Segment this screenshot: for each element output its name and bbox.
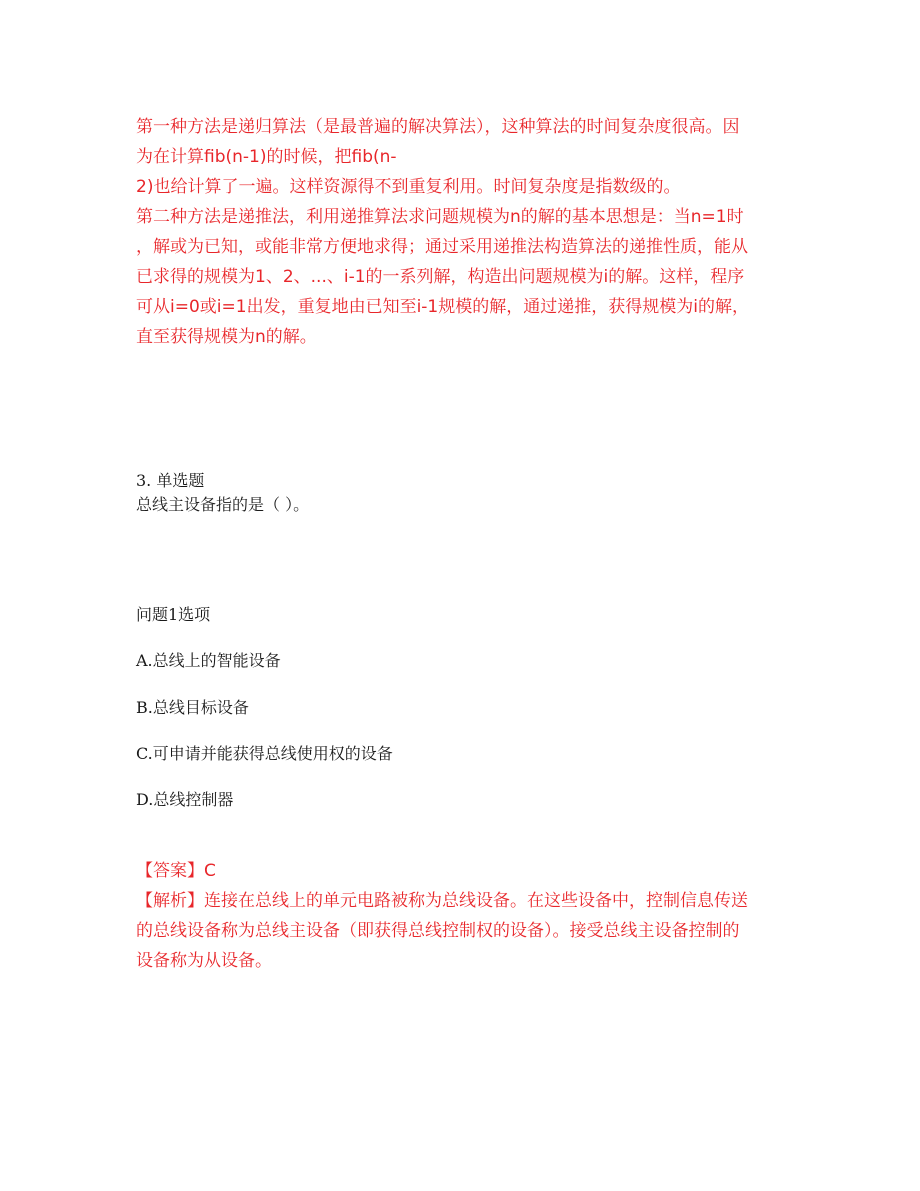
explanation-line: 为在计算fib(n-1)的时候，把fib(n- — [136, 147, 397, 167]
options-heading: 问题1选项 — [136, 605, 211, 624]
option-d: D.总线控制器 — [136, 790, 234, 809]
question-text: 总线主设备指的是（ ）。 — [136, 495, 310, 514]
question-number: 3. 单选题 — [136, 471, 205, 490]
explanation-line: 已求得的规模为1、2、...、i-1的一系列解，构造出问题规模为i的解。这样，程序 — [136, 267, 745, 287]
explanation-line: 可从i=0或i=1出发，重复地由已知至i-1规模的解，通过递推，获得规模为i的解， — [136, 297, 749, 317]
option-a: A.总线上的智能设备 — [136, 651, 281, 670]
analysis-line: 【解析】连接在总线上的单元电路被称为总线设备。在这些设备中，控制信息传送 — [136, 891, 748, 911]
explanation-line: 第二种方法是递推法，利用递推算法求问题规模为n的解的基本思想是：当n=1时 — [136, 207, 744, 227]
option-b: B.总线目标设备 — [136, 698, 249, 717]
option-c: C.可申请并能获得总线使用权的设备 — [136, 744, 393, 763]
explanation-line: ，解或为已知，或能非常方便地求得；通过采用递推法构造算法的递推性质，能从 — [136, 237, 748, 257]
previous-explanation — [136, 112, 796, 352]
analysis-line: 的总线设备称为总线主设备（即获得总线控制权的设备）。接受总线主设备控制的 — [136, 921, 740, 941]
answer-line: 【答案】C — [136, 861, 216, 881]
explanation-line: 直至获得规模为n的解。 — [136, 327, 317, 347]
explanation-line: 第一种方法是递归算法（是最普遍的解决算法），这种算法的时间复杂度很高。因 — [136, 117, 740, 137]
answer-block — [136, 856, 796, 976]
analysis-line: 设备称为从设备。 — [136, 951, 272, 971]
explanation-line: 2)也给计算了一遍。这样资源得不到重复利用。时间复杂度是指数级的。 — [136, 177, 681, 197]
